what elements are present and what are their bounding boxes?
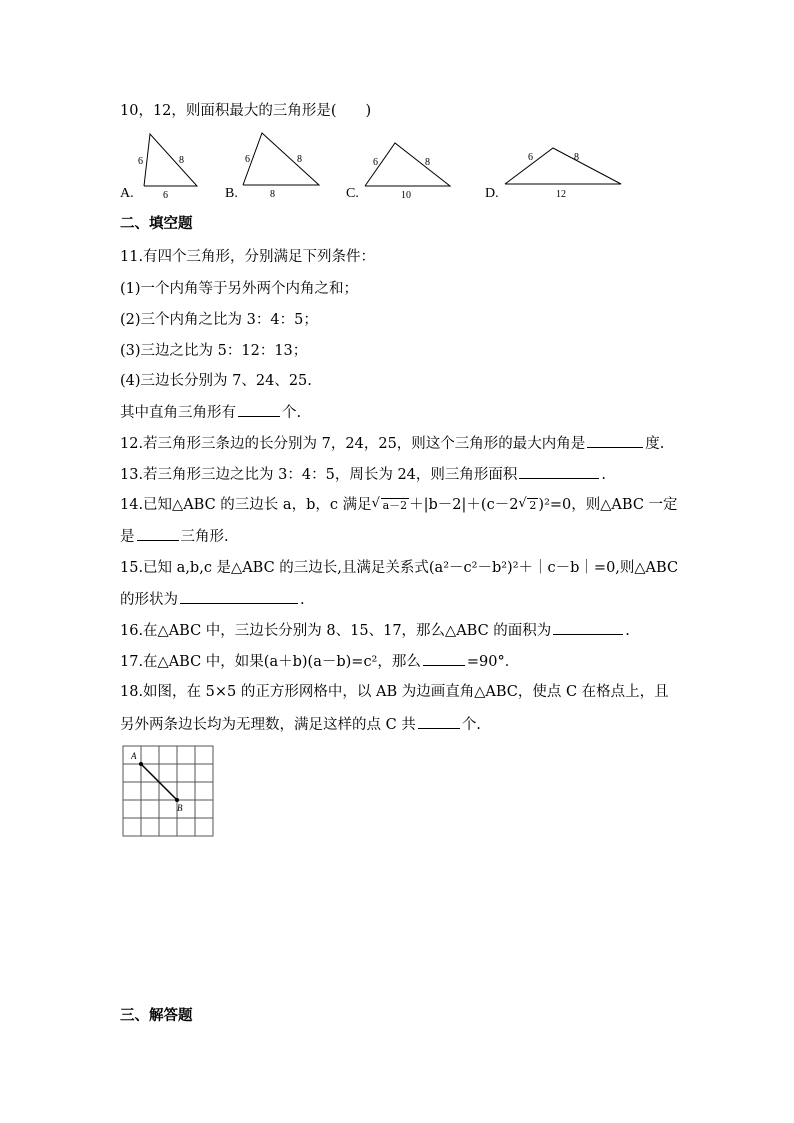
sqrt-2: √ 2 (518, 495, 538, 516)
triangle-a-side-bottom: 6 (163, 190, 168, 201)
triangle-a-side-right: 8 (179, 155, 184, 166)
q10-tail: 10，12，则面积最大的三角形是( ) (120, 103, 372, 119)
label-b: B (177, 803, 183, 813)
triangle-b (243, 133, 319, 200)
q11-condition-3: (3)三边之比为 5：12：13； (120, 343, 308, 359)
label-a: A (131, 751, 137, 761)
triangle-b-side-bottom: 8 (270, 189, 275, 200)
q11-stem: 11.有四个三角形，分别满足下列条件： (120, 249, 376, 265)
q14-answer-blank[interactable] (137, 526, 179, 541)
q18-answer-blank[interactable] (418, 714, 460, 729)
triangle-b-side-left: 6 (245, 154, 250, 165)
option-c-label[interactable]: C. (346, 186, 359, 201)
triangle-a-side-left: 6 (138, 156, 143, 167)
q18-line-2: 另外两条边长均为无理数，满足这样的点 C 共 个. (120, 714, 481, 735)
q12-answer-blank[interactable] (587, 433, 643, 448)
option-d-label[interactable]: D. (485, 186, 499, 201)
q12: 12.若三角形三条边的长分别为 7，24，25，则这个三角形的最大内角是 度. (120, 433, 664, 454)
q13: 13.若三角形三边之比为 3：4：5，周长为 24，则三角形面积 . (120, 464, 606, 485)
q15-line-1: 15.已知 a,b,c 是△ABC 的三边长,且满足关系式(a²－c²－b²)²＋｜c－b｜=0,则△ABC (120, 560, 679, 576)
q16: 16.在△ABC 中，三边长分别为 8、15、17，那么△ABC 的面积为 . (120, 620, 630, 641)
q11-answer-blank[interactable] (238, 402, 280, 417)
q11-condition-4: (4)三边长分别为 7、24、25. (120, 373, 312, 389)
q11-question: 其中直角三角形有 个. (120, 402, 301, 423)
triangle-d-side-bottom: 12 (556, 189, 566, 200)
triangle-c (365, 143, 450, 201)
q15-answer-blank[interactable] (180, 589, 298, 604)
point-a (139, 762, 143, 766)
sqrt-a-minus-2: √ a－2 (372, 495, 410, 516)
q11-condition-1: (1)一个内角等于另外两个内角之和； (120, 281, 359, 297)
triangle-b-side-right: 8 (297, 154, 302, 165)
q17: 17.在△ABC 中，如果(a＋b)(a－b)=c²，那么 =90°． (120, 651, 519, 672)
triangle-c-side-left: 6 (373, 157, 378, 168)
section-3-heading: 三、解答题 (120, 1007, 193, 1024)
option-b-label[interactable]: B. (225, 186, 238, 201)
triangle-d-side-right: 8 (574, 152, 579, 163)
triangle-a (138, 134, 197, 201)
triangle-d-side-left: 6 (528, 152, 533, 163)
q13-answer-blank[interactable] (519, 464, 599, 479)
option-a-label[interactable]: A. (120, 186, 134, 201)
q16-answer-blank[interactable] (553, 620, 623, 635)
q14-line-2: 是 三角形. (120, 526, 229, 547)
q18-line-1: 18.如图，在 5×5 的正方形网格中，以 AB 为边画直角△ABC，使点 C 在格点上，且 (120, 684, 669, 700)
triangle-c-side-right: 8 (425, 157, 430, 168)
q14-line-1: 14.已知△ABC 的三边长 a，b，c 满足√ a－2 ＋|b－2|＋(c－2√ 2 )²=0，则△ABC 一定 (120, 495, 678, 516)
triangle-options-figure (115, 128, 635, 203)
q17-answer-blank[interactable] (423, 651, 465, 666)
triangle-d (505, 148, 621, 200)
grid-5x5-figure (120, 744, 216, 842)
q15-line-2: 的形状为 . (120, 589, 305, 610)
section-2-heading: 二、填空题 (120, 215, 193, 232)
q11-condition-2: (2)三个内角之比为 3：4：5； (120, 312, 318, 328)
point-b (175, 798, 179, 802)
triangle-c-side-bottom: 10 (401, 190, 411, 201)
